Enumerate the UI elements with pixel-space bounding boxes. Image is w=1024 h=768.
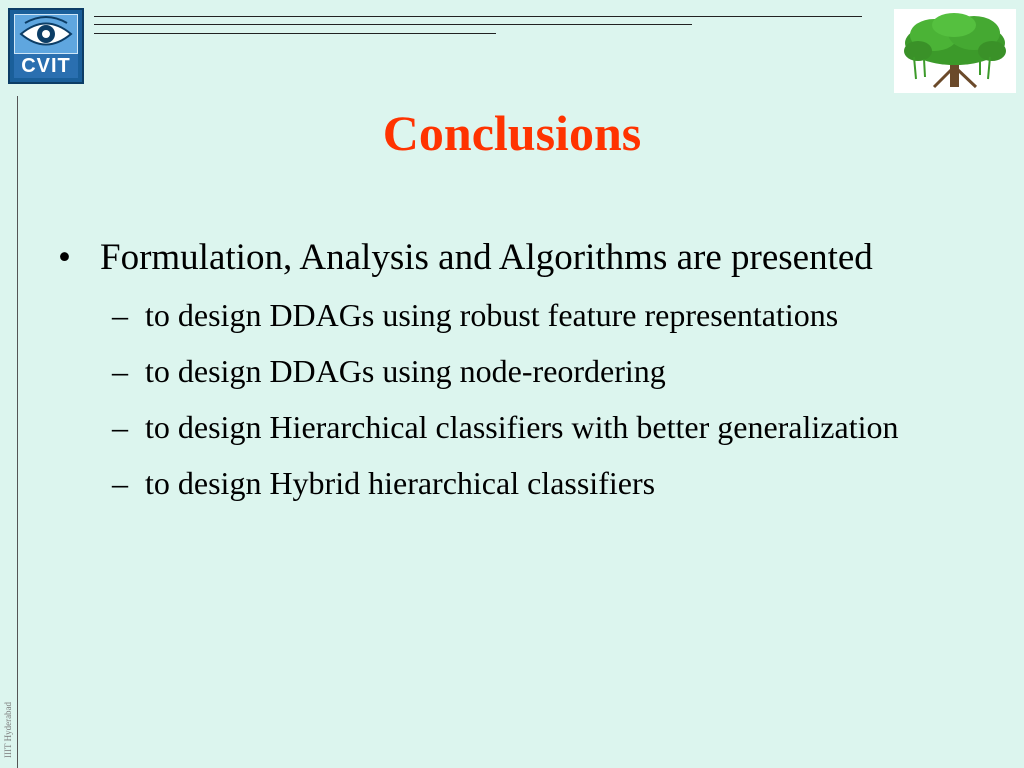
header-rule: [94, 24, 692, 25]
slide-title: Conclusions: [382, 105, 642, 161]
sub-bullet-marker: –: [112, 297, 128, 333]
list-item: [112, 349, 946, 393]
sub-bullet-marker: –: [112, 353, 128, 389]
sub-bullet-text: to design Hybrid hierarchical classifiers: [145, 465, 656, 501]
footer-label: IIIT Hyderabad: [3, 701, 13, 758]
sub-bullet-text: to design DDAGs using robust feature representations: [145, 297, 839, 333]
bullet-marker: •: [58, 237, 71, 278]
header-rule: [94, 16, 862, 17]
sub-bullet-text: to design Hierarchical classifiers with better generalization: [145, 409, 899, 445]
bullet-list: [58, 233, 946, 517]
list-item: [112, 405, 946, 449]
sub-bullet-text: to design DDAGs using node-reordering: [145, 353, 666, 389]
side-rule: [17, 96, 18, 768]
list-item: [112, 293, 946, 337]
header-rule: [94, 33, 496, 34]
list-item: [58, 233, 946, 283]
tree-icon: [894, 9, 1016, 93]
bullet-text: Formulation, Analysis and Algorithms are presented: [100, 237, 873, 278]
sub-bullet-list: [112, 293, 946, 505]
cvit-logo: [8, 8, 84, 84]
logo-label: CVIT: [14, 54, 78, 78]
sub-bullet-marker: –: [112, 409, 128, 445]
sub-bullet-marker: –: [112, 465, 128, 501]
list-item: [112, 461, 946, 505]
eye-icon: [14, 14, 78, 54]
